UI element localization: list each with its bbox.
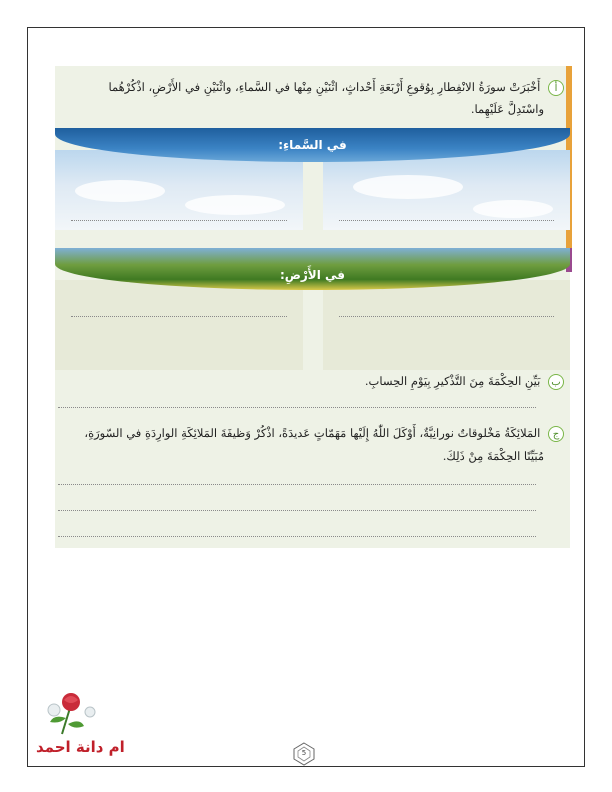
answer-line[interactable] (339, 316, 554, 317)
question-a-cont (44, 98, 544, 120)
rose-icon (40, 688, 100, 738)
question-a-line1: أَخْبَرَتْ سورَةُ الانْفِطارِ بِوُقوعِ أَرْبَعَةِ أَحْداثٍ، اثْنَيْنِ مِنْها في السَّماءِ، واثْنَيْنِ في الأَرْضِ، اذْكُرْهُما (108, 80, 541, 94)
question-c-line2: مُبَيِّنًا الحِكْمَةَ مِنْ ذَلِكَ. (442, 449, 544, 463)
question-c (44, 422, 564, 444)
sky-title: في السَّماءِ: (278, 138, 347, 152)
answer-line[interactable] (339, 220, 554, 221)
question-a (44, 76, 564, 98)
page-number: 5 (301, 749, 307, 757)
question-b-line1: بَيِّنِ الحِكْمَةَ مِنَ التَّذْكيرِ بِيَوْمِ الحِسابِ. (364, 374, 541, 388)
question-c-line1: المَلائِكَةُ مَخْلوقاتٌ نورانِيَّةٌ، أَوْكَلَ اللّٰهُ إِلَيْها مَهَمّاتٍ عَديدَةً، اذْكُرْ وَظيفَةَ المَلائِكَةِ الوارِدَةِ في السّورَةِ، (84, 426, 541, 440)
earth-answer-panel-left (55, 280, 303, 370)
question-b (44, 370, 564, 392)
answer-line[interactable] (71, 316, 287, 317)
sky-section (55, 128, 570, 238)
question-b-badge: ب (548, 374, 564, 390)
sky-answer-panel-left (55, 150, 303, 230)
answer-line[interactable] (58, 484, 536, 485)
answer-line[interactable] (58, 536, 536, 537)
earth-title: في الأَرْضِ: (279, 268, 346, 282)
answer-line[interactable] (58, 407, 536, 408)
question-c-badge: ج (548, 426, 564, 442)
question-c-cont (44, 445, 544, 467)
sky-answer-panel-right (323, 150, 570, 230)
answer-line[interactable] (71, 220, 287, 221)
question-a-line2: واسْتَدِلَّ عَلَيْهِما. (470, 102, 544, 116)
signature: ام دانة احمد (36, 738, 125, 756)
answer-line[interactable] (58, 510, 536, 511)
earth-section (55, 248, 570, 373)
question-a-badge: أ (548, 80, 564, 96)
earth-answer-panel-right (323, 280, 570, 370)
